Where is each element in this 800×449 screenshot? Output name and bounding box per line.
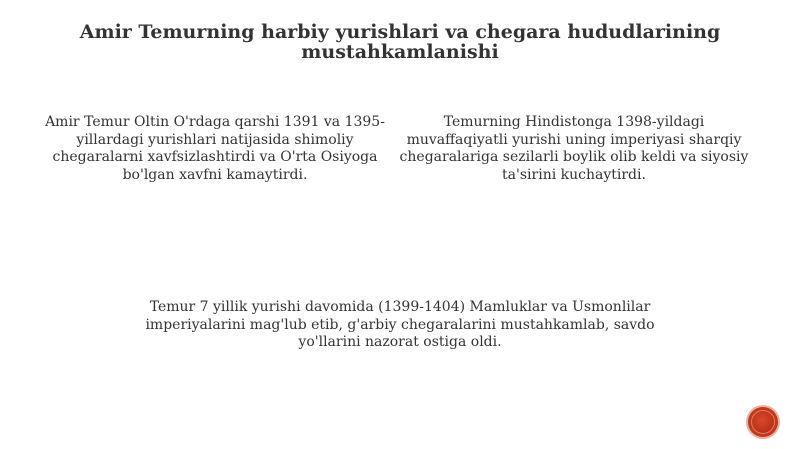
paragraph-india-campaign: Temurning Hindistonga 1398-yildagi muvaffaqiyatli yurishi uning imperiyasi sharqiy chegaralariga sezilarli boylik olib keldi va siyosiy ta'sirini kuchaytirdi.	[399, 114, 749, 183]
paragraph-golden-horde: Amir Temur Oltin O'rdaga qarshi 1391 va 1395-yillardagi yurishlari natijasida shimoliy chegaralarni xavfsizlashtirdi va O'rta Osiyoga bo'lgan xavfni kamaytirdi.	[45, 114, 385, 183]
circle-button-icon[interactable]	[748, 407, 778, 437]
slide-title: Amir Temurning harbiy yurishlari va chegara hududlarining mustahkamlanishi	[79, 21, 721, 63]
paragraph-seven-year-campaign: Temur 7 yillik yurishi davomida (1399-1404) Mamluklar va Usmonlilar imperiyalarini mag'lub etib, g'arbiy chegaralarini mustahkamlab, savdo yo'llarini nazorat ostiga oldi.	[145, 299, 655, 350]
circle-button-inner	[751, 410, 775, 434]
